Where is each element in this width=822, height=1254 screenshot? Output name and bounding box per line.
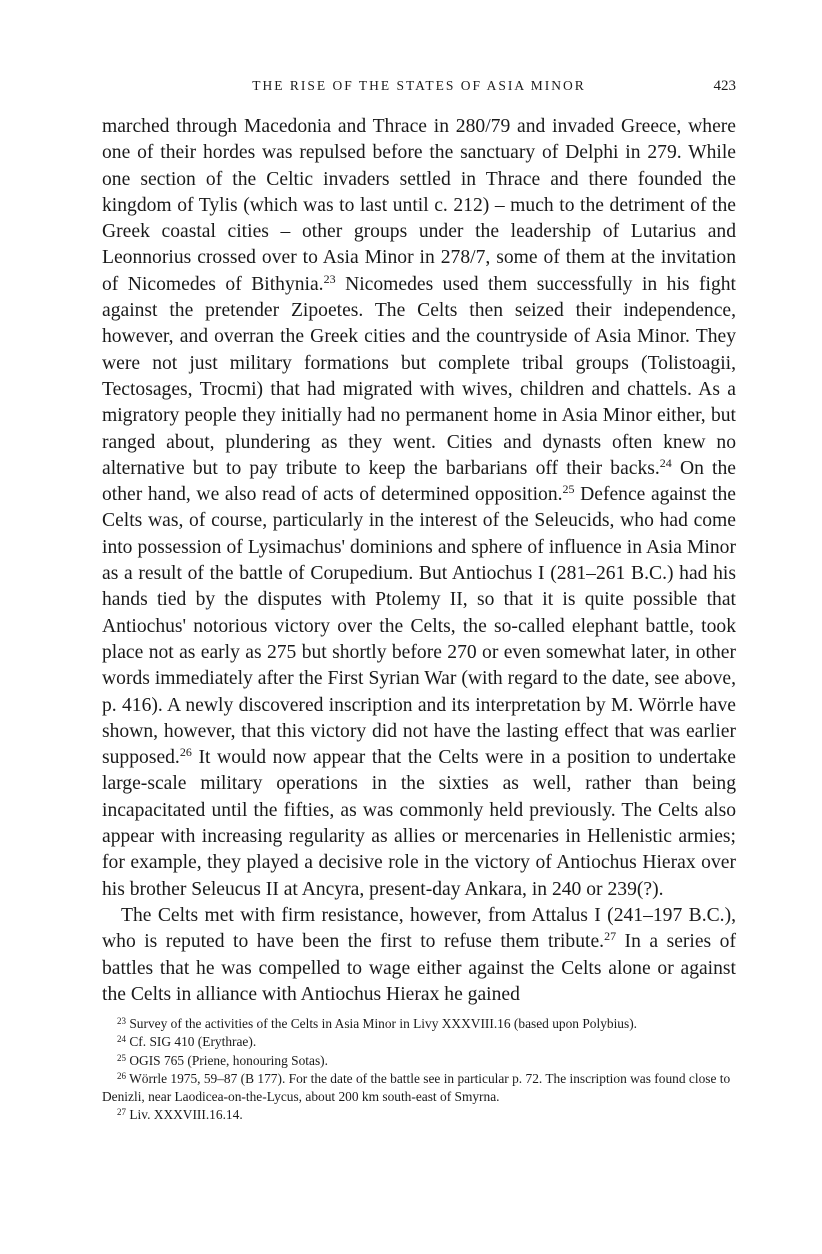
footnote-25 [102, 1052, 736, 1070]
footnote-number: 25 [117, 1052, 126, 1063]
footnote-text: Cf. SIG 410 (Erythrae). [129, 1034, 257, 1050]
paragraph-2 [102, 903, 736, 1008]
footnote-ref-27[interactable]: 27 [604, 929, 617, 944]
running-head [102, 78, 736, 100]
footnote-27 [102, 1106, 736, 1124]
footnote-text: Survey of the activities of the Celts in Asia Minor in Livy XXXVIII.16 (based upon Polybius). [129, 1016, 638, 1032]
running-title: THE RISE OF THE STATES OF ASIA MINOR [252, 78, 586, 93]
text-run: Defence against the Celts was, of course, particularly in the interest of the Seleucids, who had come into possession of Lysimachus' dominions and sphere of influence in Asia Minor as a result of the battle of Corupedium. But Antiochus I (281–261 B.C.) had his hands tied by the disputes with Ptolemy II, so that it is quite possible that Antiochus' notorious victory over the Celts, the so-called elephant battle, took place not as early as 275 but shortly before 270 or even somewhat later, in other words immediately after the First Syrian War (with regard to the date, see above, p. 416). A newly discovered inscription and its interpretation by M. Wörrle have shown, however, that this victory did not have the lasting effect that was earlier supposed. [102, 484, 736, 769]
text-run: It would now appear that the Celts were in a position to undertake large-scale military operations in the sixties as well, rather than being incapacitated until the fifties, as was commonly held previously. The Celts also appear with increasing regularity as allies or mercenaries in Hellenistic armies; for example, they played a decisive role in the victory of Antiochus Hierax over his brother Seleucus II at Ancyra, present-day Ankara, in 240 or 239(?). [102, 747, 736, 900]
footnote-text: OGIS 765 (Priene, honouring Sotas). [129, 1052, 328, 1068]
footnote-ref-23[interactable]: 23 [323, 271, 336, 286]
text-run: On the other hand, we also read of acts of determined opposition. [102, 457, 736, 506]
text-run: In a series of battles that he was compelled to wage either against the Celts alone or against the Celts in alliance with Antiochus Hierax he gained [102, 931, 736, 1005]
footnote-number: 24 [117, 1034, 126, 1045]
footnote-ref-25[interactable]: 25 [562, 482, 575, 497]
text-run: marched through Macedonia and Thrace in 280/79 and invaded Greece, where one of their hordes was repulsed before the sanctuary of Delphi in 279. While one section of the Celtic invaders settled in Thrace and there founded the kingdom of Tylis (which was to last until c. 212) – much to the detriment of the Greek coastal cities – other groups under the leadership of Lutarius and Leonnorius crossed over to Asia Minor in 278/7, some of them at the invitation of Nicomedes of Bithynia. [102, 116, 736, 295]
text-run: The Celts met with firm resistance, however, from Attalus I (241–197 B.C.), who is reputed to have been the first to refuse them tribute. [102, 904, 736, 953]
footnote-ref-24[interactable]: 24 [659, 455, 672, 470]
page-number: 423 [713, 78, 736, 94]
footnote-number: 23 [117, 1016, 126, 1027]
footnote-text: Liv. XXXVIII.16.14. [129, 1107, 243, 1123]
footnote-23 [102, 1015, 736, 1033]
footnote-26 [102, 1070, 736, 1106]
text-run: Nicomedes used them successfully in his fight against the pretender Zipoetes. The Celts then seized their independence, however, and overran the Greek cities and the countryside of Asia Minor. They were not just military formations but complete tribal groups (Tolistoagii, Tectosages, Trocmi) that had migrated with wives, children and chattels. As a migratory people they initially had no permanent home in Asia Minor either, but ranged about, plundering as they went. Cities and dynasts often knew no alternative but to pay tribute to keep the barbarians off their backs. [102, 273, 736, 479]
paragraph-1 [102, 114, 736, 903]
footnote-number: 27 [117, 1107, 126, 1118]
footnotes [102, 1015, 736, 1124]
book-page [102, 78, 736, 1124]
main-text [102, 114, 736, 1008]
footnote-ref-26[interactable]: 26 [179, 745, 192, 760]
footnote-24 [102, 1033, 736, 1051]
footnote-text: Wörrle 1975, 59–87 (B 177). For the date of the battle see in particular p. 72. The inscription was found close to Denizli, near Laodicea-on-the-Lycus, about 200 km south-east of Smyrna. [102, 1070, 731, 1104]
footnote-number: 26 [117, 1070, 126, 1081]
